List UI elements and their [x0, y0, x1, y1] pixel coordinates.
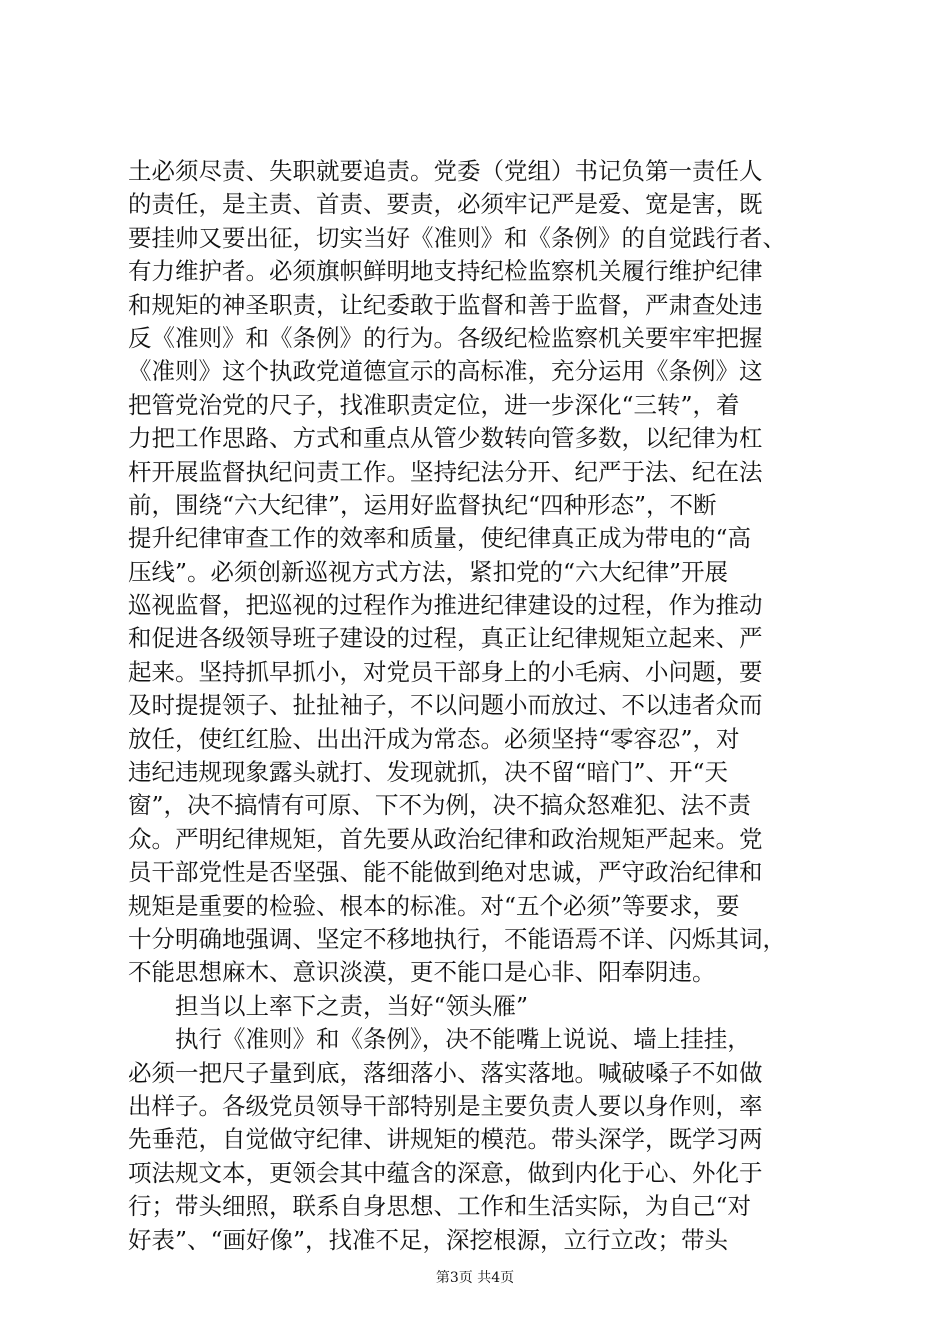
text-line: 提升纪律审查工作的效率和质量，使纪律真正成为带电的“高 — [128, 524, 752, 553]
body-text — [128, 155, 848, 1257]
text-line: 和规矩的神圣职责，让纪委敢于监督和善于监督，严肃查处违 — [128, 290, 763, 319]
text-line: 反《准则》和《条例》的行为。各级纪检监察机关要牢牢把握 — [128, 323, 763, 352]
text-line: 违纪违规现象露头就打、发现就抓，决不留“暗门”、开“天 — [128, 758, 729, 787]
text-line: 力把工作思路、方式和重点从管少数转向管多数，以纪律为杠 — [128, 424, 763, 453]
text-line: 压线”。必须创新巡视方式方法，紧扣党的“六大纪律”开展 — [128, 557, 729, 586]
text-line: 不能思想麻木、意识淡漠，更不能口是心非、阳奉阴违。 — [128, 958, 716, 987]
text-line: 出样子。各级党员领导干部特别是主要负责人要以身作则，率 — [128, 1091, 763, 1120]
text-line: 及时提提领子、扯扯袖子，不以问题小而放过、不以违者众而 — [128, 691, 763, 720]
text-line: 十分明确地强调、坚定不移地执行，不能语焉不详、闪烁其词， — [128, 924, 786, 953]
section-heading: 担当以上率下之责，当好“领头雁” — [128, 991, 529, 1020]
text-line: 放任，使红红脸、出出汗成为常态。必须坚持“零容忍”，对 — [128, 724, 740, 753]
text-line: 有力维护者。必须旗帜鲜明地支持纪检监察机关履行维护纪律 — [128, 257, 763, 286]
text-line: 窗”，决不搞情有可原、下不为例，决不搞众怒难犯、法不责 — [128, 791, 752, 820]
text-line: 《准则》这个执政党道德宣示的高标准，充分运用《条例》这 — [128, 357, 763, 386]
text-line: 项法规文本，更领会其中蕴含的深意，做到内化于心、外化于 — [128, 1158, 763, 1187]
text-line: 众。严明纪律规矩，首先要从政治纪律和政治规矩严起来。党 — [128, 824, 763, 853]
text-line: 必须一把尺子量到底，落细落小、落实落地。喊破嗓子不如做 — [128, 1058, 763, 1087]
text-line: 员干部党性是否坚强、能不能做到绝对忠诚，严守政治纪律和 — [128, 858, 763, 887]
text-line: 先垂范，自觉做守纪律、讲规矩的模范。带头深学，既学习两 — [128, 1125, 763, 1154]
text-line: 起来。坚持抓早抓小，对党员干部身上的小毛病、小问题，要 — [128, 657, 763, 686]
text-line: 杆开展监督执纪问责工作。坚持纪法分开、纪严于法、纪在法 — [128, 457, 763, 486]
text-line: 要挂帅又要出征，切实当好《准则》和《条例》的自觉践行者、 — [128, 223, 786, 252]
text-line: 好表”、“画好像”，找准不足，深挖根源，立行立改；带头 — [128, 1225, 729, 1254]
text-line: 行；带头细照，联系自身思想、工作和生活实际，为自己“对 — [128, 1192, 752, 1221]
text-line: 和促进各级领导班子建设的过程，真正让纪律规矩立起来、严 — [128, 624, 763, 653]
text-line: 的责任，是主责、首责、要责，必须牢记严是爱、宽是害，既 — [128, 190, 763, 219]
text-line: 前，围绕“六大纪律”，运用好监督执纪“四种形态”，不断 — [128, 490, 717, 519]
text-line: 巡视监督，把巡视的过程作为推进纪律建设的过程，作为推动 — [128, 591, 763, 620]
text-line: 把管党治党的尺子，找准职责定位，进一步深化“三转”，着 — [128, 390, 740, 419]
text-line: 执行《准则》和《条例》，决不能嘴上说说、墙上挂挂， — [128, 1025, 751, 1054]
text-line: 土必须尽责、失职就要追责。党委（党组）书记负第一责任人 — [128, 157, 763, 185]
page-number-footer: 第3页 共4页 — [435, 1270, 515, 1286]
text-line: 规矩是重要的检验、根本的标准。对“五个必须”等要求，要 — [128, 891, 740, 920]
